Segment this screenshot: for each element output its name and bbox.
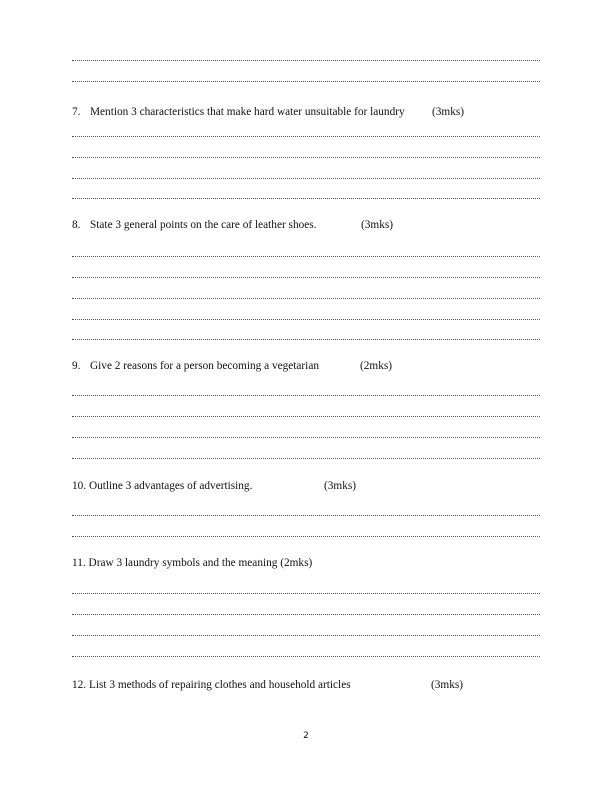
answer-line (72, 458, 540, 459)
question-12 (72, 679, 351, 692)
answer-line (72, 256, 540, 257)
question-number: 9. (72, 360, 81, 372)
question-marks: (3mks) (432, 106, 465, 118)
answer-line (72, 178, 540, 179)
question-7 (72, 106, 405, 119)
question-marks: (3mks) (361, 219, 394, 231)
question-text: Mention 3 characteristics that make hard water unsuitable for laundry (90, 106, 405, 118)
page-number: 2 (303, 731, 309, 741)
answer-line (72, 81, 540, 82)
question-number: 12. (72, 679, 87, 691)
answer-line (72, 395, 540, 396)
question-8 (72, 219, 316, 232)
answer-line (72, 614, 540, 615)
question-text: State 3 general points on the care of leather shoes. (90, 219, 317, 231)
answer-line (72, 515, 540, 516)
answer-line (72, 416, 540, 417)
answer-line (72, 339, 540, 340)
answer-line (72, 536, 540, 537)
answer-line (72, 277, 540, 278)
question-number: 8. (72, 219, 81, 231)
question-marks: (2mks) (280, 557, 313, 569)
question-marks: (3mks) (324, 480, 357, 492)
answer-line (72, 635, 540, 636)
answer-line (72, 298, 540, 299)
question-text: Give 2 reasons for a person becoming a vegetarian (90, 360, 319, 372)
answer-line (72, 437, 540, 438)
answer-line (72, 593, 540, 594)
question-10 (72, 480, 252, 493)
question-text: Draw 3 laundry symbols and the meaning (88, 557, 278, 569)
question-11 (72, 557, 312, 570)
question-marks: (2mks) (360, 360, 393, 372)
answer-line (72, 157, 540, 158)
question-9 (72, 360, 319, 373)
answer-line (72, 136, 540, 137)
question-number: 11. (72, 557, 86, 569)
answer-line (72, 656, 540, 657)
question-number: 7. (72, 106, 81, 118)
answer-line (72, 198, 540, 199)
question-text: List 3 methods of repairing clothes and household articles (88, 679, 351, 691)
answer-line (72, 319, 540, 320)
question-number: 10. (72, 480, 87, 492)
question-marks: (3mks) (431, 679, 464, 691)
question-text: Outline 3 advantages of advertising. (88, 480, 253, 492)
answer-line (72, 60, 540, 61)
